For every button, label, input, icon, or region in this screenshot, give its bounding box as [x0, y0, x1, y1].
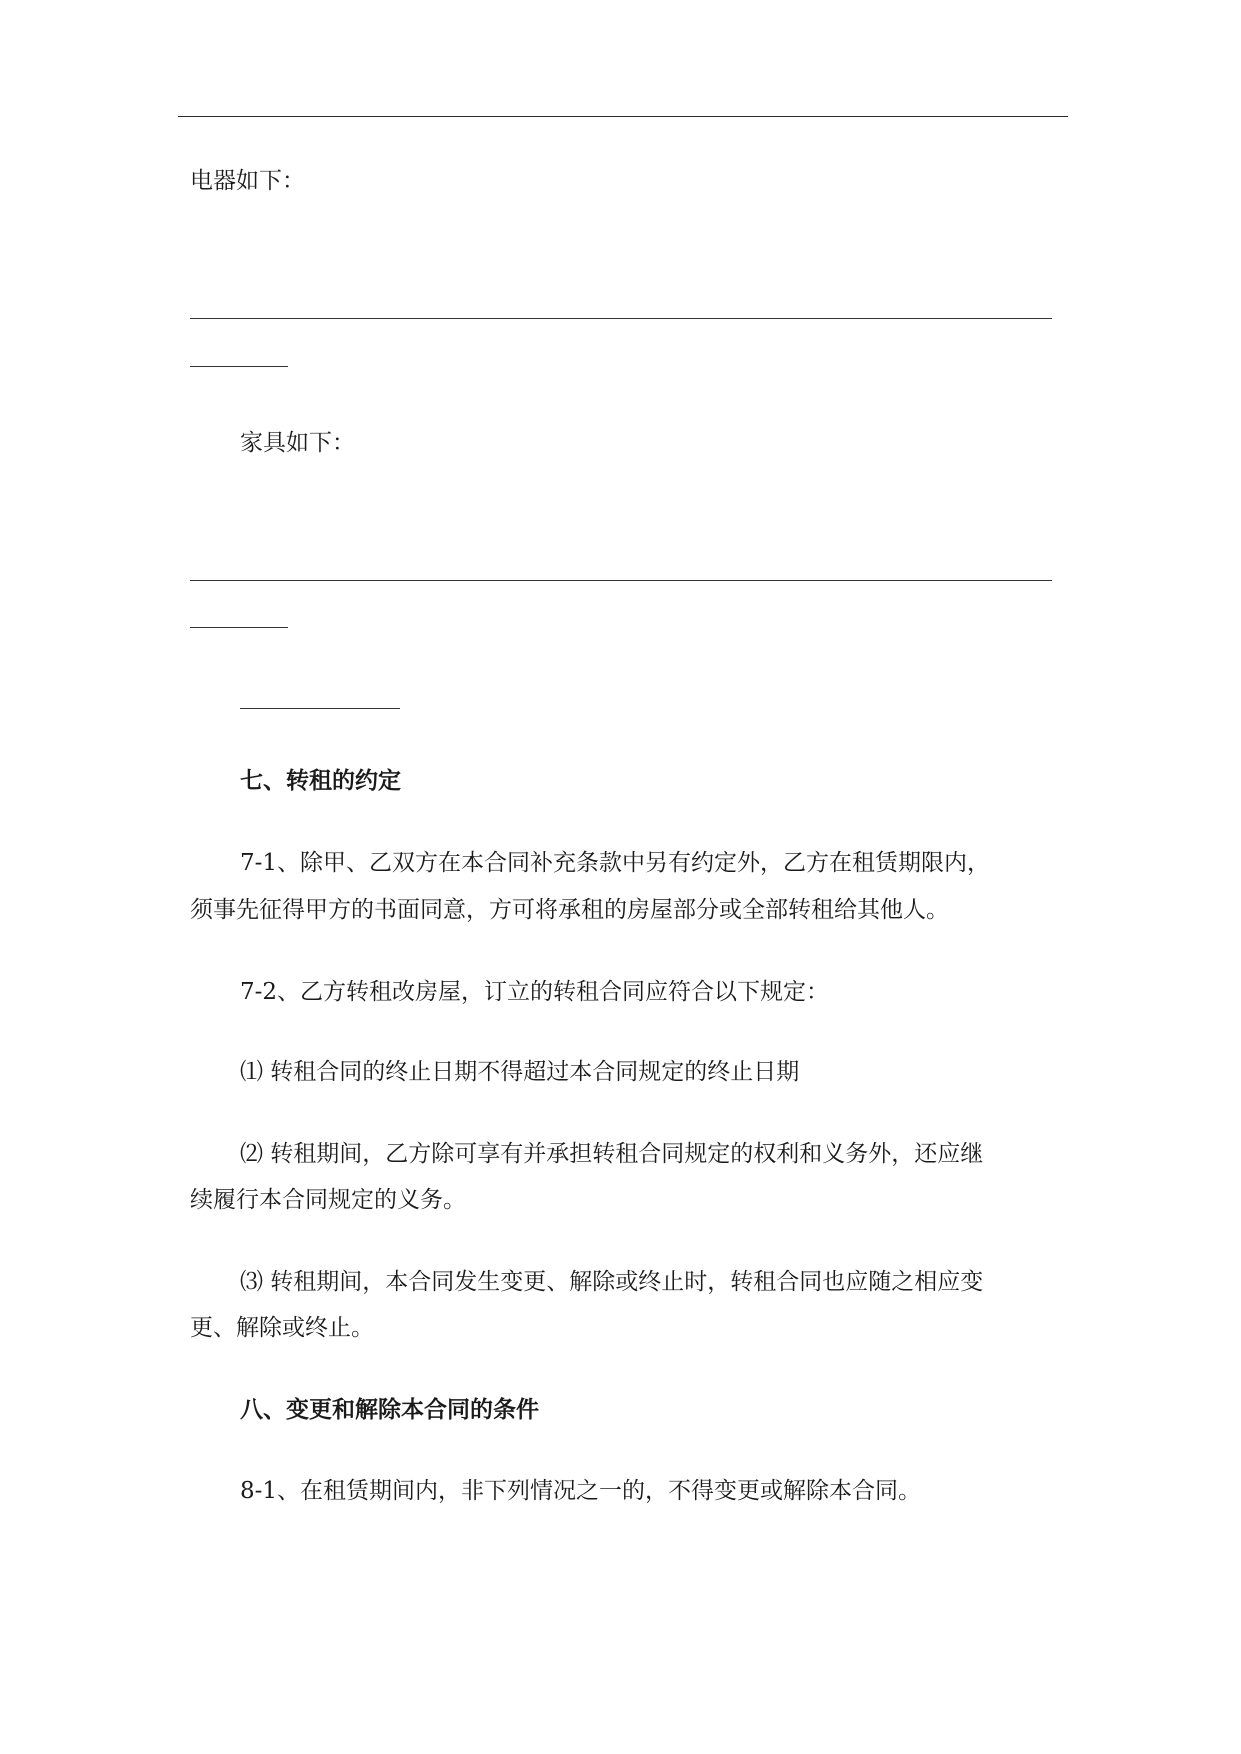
- furniture-label: 家具如下：: [240, 430, 355, 456]
- fill-line-furniture-2: [190, 627, 288, 628]
- fill-line-furniture-1: [190, 580, 1052, 581]
- header-rule: [178, 116, 1068, 117]
- clause-7-1-line1: 7-1、除甲、乙双方在本合同补充条款中另有约定外，乙方在租赁期限内，: [240, 850, 991, 876]
- clause-7-2: 7-2、乙方转租改房屋，订立的转租合同应符合以下规定：: [240, 979, 830, 1005]
- section-8-title: 八、变更和解除本合同的条件: [240, 1396, 539, 1423]
- clause-7-1-line2: 须事先征得甲方的书面同意，方可将承租的房屋部分或全部转租给其他人。: [190, 897, 949, 923]
- electrical-label: 电器如下：: [190, 168, 305, 194]
- fill-line-electrical-2: [190, 366, 288, 367]
- item-2-line1: ⑵ 转租期间，乙方除可享有并承担转租合同规定的权利和义务外，还应继: [240, 1141, 984, 1167]
- fill-line-short: [240, 708, 400, 709]
- section-7-title: 七、转租的约定: [240, 767, 401, 794]
- item-3-line1: ⑶ 转租期间，本合同发生变更、解除或终止时，转租合同也应随之相应变: [240, 1269, 984, 1295]
- item-2-line2: 续履行本合同规定的义务。: [190, 1187, 466, 1213]
- item-3-line2: 更、解除或终止。: [190, 1315, 374, 1341]
- item-1: ⑴ 转租合同的终止日期不得超过本合同规定的终止日期: [240, 1059, 800, 1085]
- fill-line-electrical-1: [190, 318, 1052, 319]
- clause-8-1: 8-1、在租赁期间内，非下列情况之一的，不得变更或解除本合同。: [240, 1478, 922, 1504]
